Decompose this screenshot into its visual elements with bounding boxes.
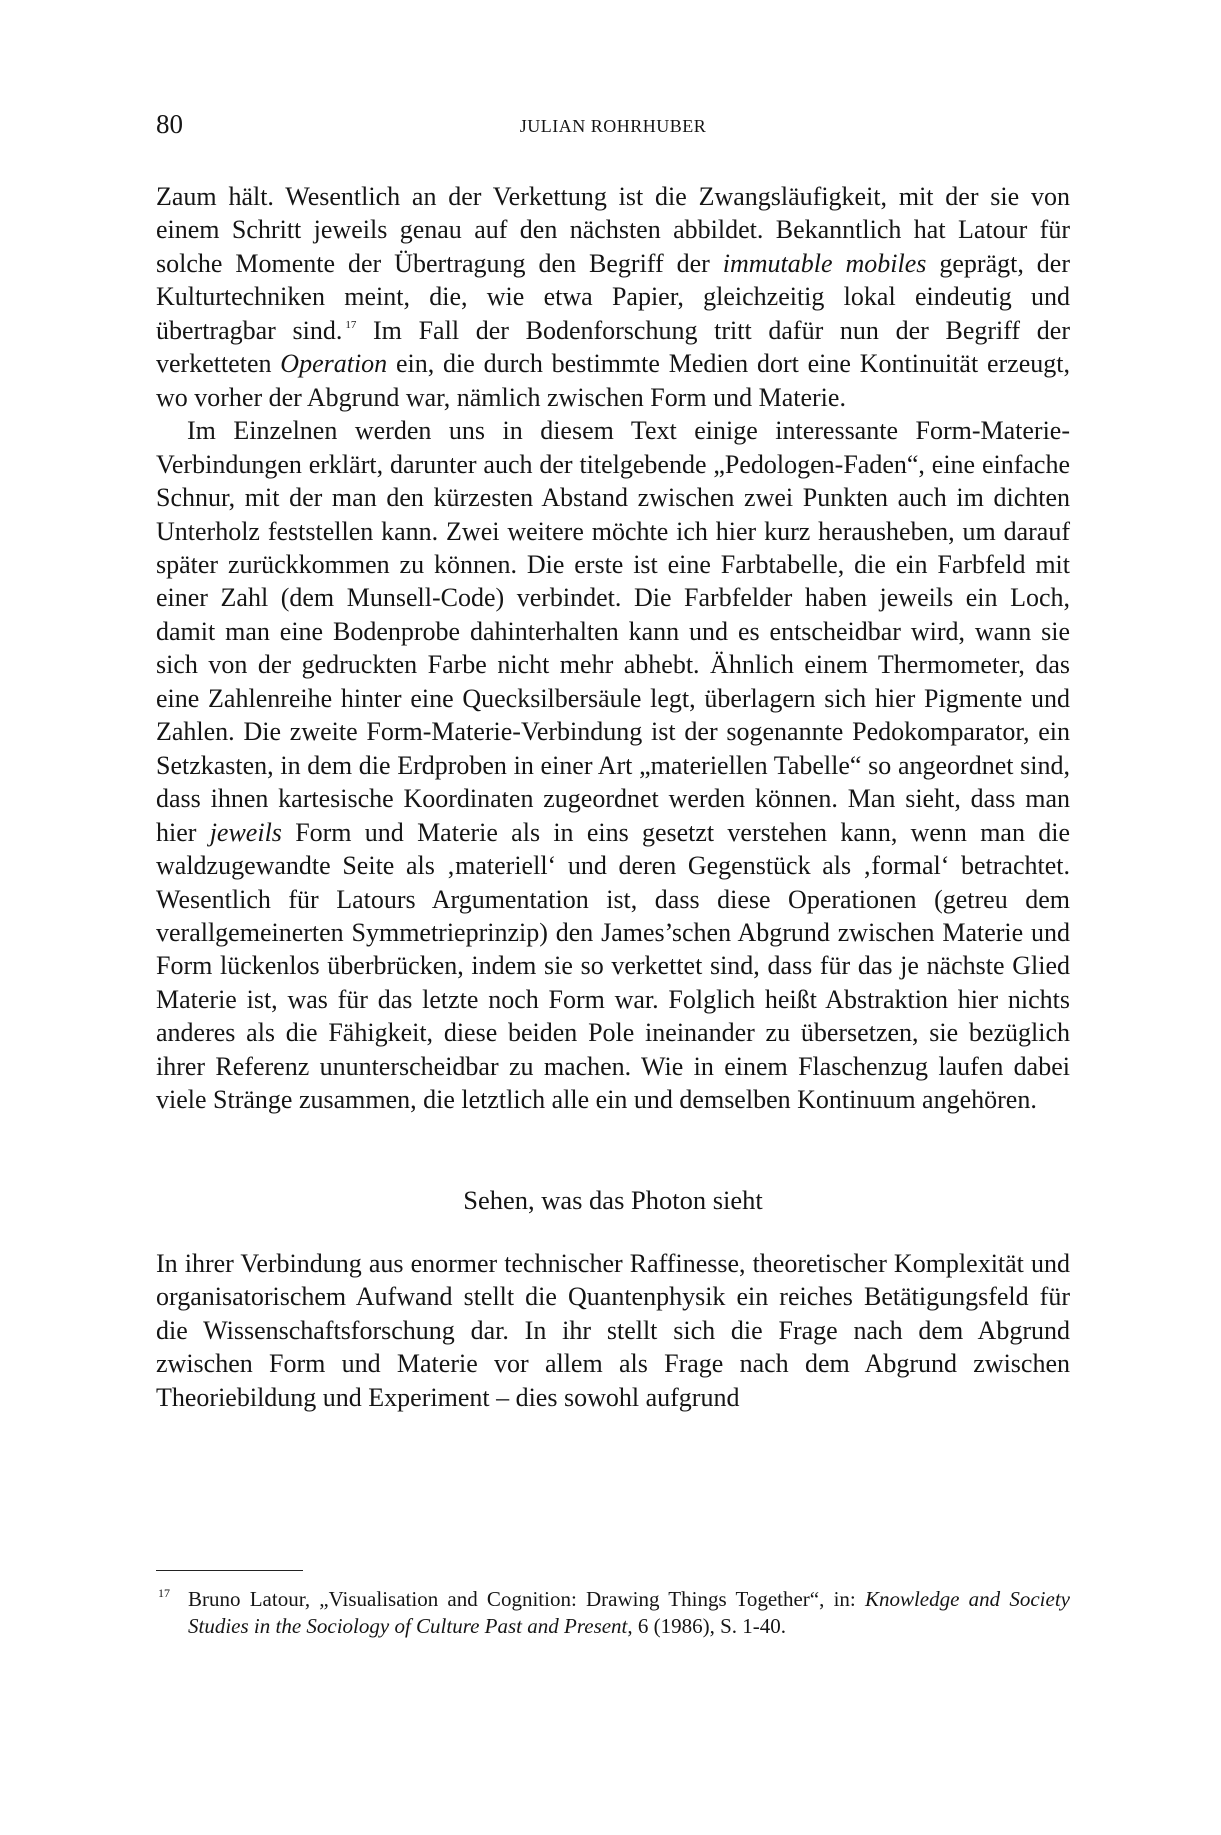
paragraph-1-part-c: geprägt, der Kulturtechniken meint, die, wie etwa Papier, gleichzeitig lokal eindeutig und übertragbar sind. <box>156 248 1070 345</box>
paragraph-2-part-a: Im Einzelnen werden uns in diesem Text einige interessante Form-Materie-Verbindungen erklärt, darunter auch der titelgebende „Pedologen-Faden“, eine einfache Schnur, mit der man den kürzesten Abstand zwischen zwei Punkten auch im dichten Unterholz feststellen kann. Zwei weitere möchte ich hier kurz herausheben, um darauf später zurückkommen zu können. Die erste ist eine Farbtabelle, die ein Farbfeld mit einer Zahl (dem Munsell-Code) verbindet. Die Farbfelder haben jeweils ein Loch, damit man eine Bodenprobe dahinterhalten kann und es entscheidbar wird, wann sie sich von der gedruckten Farbe nicht mehr abhebt. Ähnlich einem Thermometer, das eine Zahlenreihe hinter eine Quecksilbersäule legt, überlagern sich hier Pigmente und Zahlen. Die zweite Form-Materie-Verbindung ist der sogenannte Pedokomparator, ein Setzkasten, in dem die Erdproben in einer Art „materiellen Tabelle“ so angeordnet sind, dass ihnen kartesische Koordinaten zugeordnet werden können. Man sieht, dass man hier <box>156 416 1070 847</box>
paragraph-1 <box>156 180 1070 414</box>
paragraph-1-part-a: Zaum hält. Wesentlich an der Verkettung ist die Zwangsläufigkeit, mit der sie von einem Schritt jeweils genau auf den nächsten abbildet. Bekanntlich hat Latour für solche Momente der Übertragung den Begriff der <box>156 182 1070 278</box>
section-heading: Sehen, was das Photon sieht <box>463 1184 763 1215</box>
term-immutable-mobiles: immutable mobiles <box>722 248 927 278</box>
footnote-reference[interactable]: 17 <box>345 318 357 331</box>
running-head-author: JULIAN ROHRHUBER <box>519 116 707 136</box>
page-number: 80 <box>156 109 183 139</box>
body-text <box>156 180 1070 1414</box>
footnote-17 <box>156 1586 1070 1640</box>
paragraph-2-part-c: Form und Materie als in eins gesetzt verstehen kann, wenn man die waldzugewandte Seite als ‚materiell‘ und deren Gegenstück als ‚formal‘ betrachtet. Wesentlich für Latours Argumentation ist, dass diese Operationen (getreu dem verallgemeinerten Symmetrieprinzip) den James’schen Abgrund zwischen Materie und Form lückenlos überbrücken, indem sie so verkettet sind, dass für das je nächste Glied Materie ist, was für das letzte noch Form war. Folglich heißt Abstraktion hier nichts anderes als die Fähigkeit, diese beiden Pole ineinander zu übersetzen, sie bezüglich ihrer Referenz ununterscheidbar zu machen. Wie in einem Flaschenzug laufen dabei viele Stränge zusammen, die letztlich alle ein und demselben Kontinuum angehören. <box>156 817 1071 1115</box>
paragraph-2 <box>156 414 1070 1117</box>
paragraph-3: In ihrer Verbindung aus enormer technischer Raffinesse, theoretischer Komplexität und organisatorischem Aufwand stellt die Quantenphysik ein reiches Betätigungsfeld für die Wissenschaftsforschung dar. In ihr stellt sich die Frage nach dem Abgrund zwischen Form und Materie vor allem als Frage nach dem Abgrund zwischen Theoriebildung und Experiment – dies sowohl aufgrund <box>156 1248 1070 1412</box>
footnote-number: 17 <box>158 1586 170 1600</box>
footnote-divider <box>156 1570 303 1571</box>
paragraph-1-part-f: ein, die durch bestimmte Medien dort eine Kontinuität erzeugt, wo vorher der Abgrund war, nämlich zwischen Form und Materie. <box>156 349 1070 412</box>
page-header <box>156 108 1070 148</box>
term-operation: Operation <box>280 349 388 379</box>
footnote-journal-title: Knowledge and Society Studies in the Sociology of Culture Past and Present <box>188 1587 1070 1638</box>
footnote-text-part-c: , 6 (1986), S. 1-40. <box>627 1614 787 1638</box>
emphasis-jeweils: jeweils <box>209 817 282 847</box>
footnote-text-part-a: Bruno Latour, „Visualisation and Cognition: Drawing Things Together“, in: <box>188 1587 865 1611</box>
footnote-text <box>188 1586 1070 1640</box>
paragraph-1-part-d: Im Fall der Bodenforschung tritt dafür nun der Begriff der verketteten <box>156 315 1070 379</box>
